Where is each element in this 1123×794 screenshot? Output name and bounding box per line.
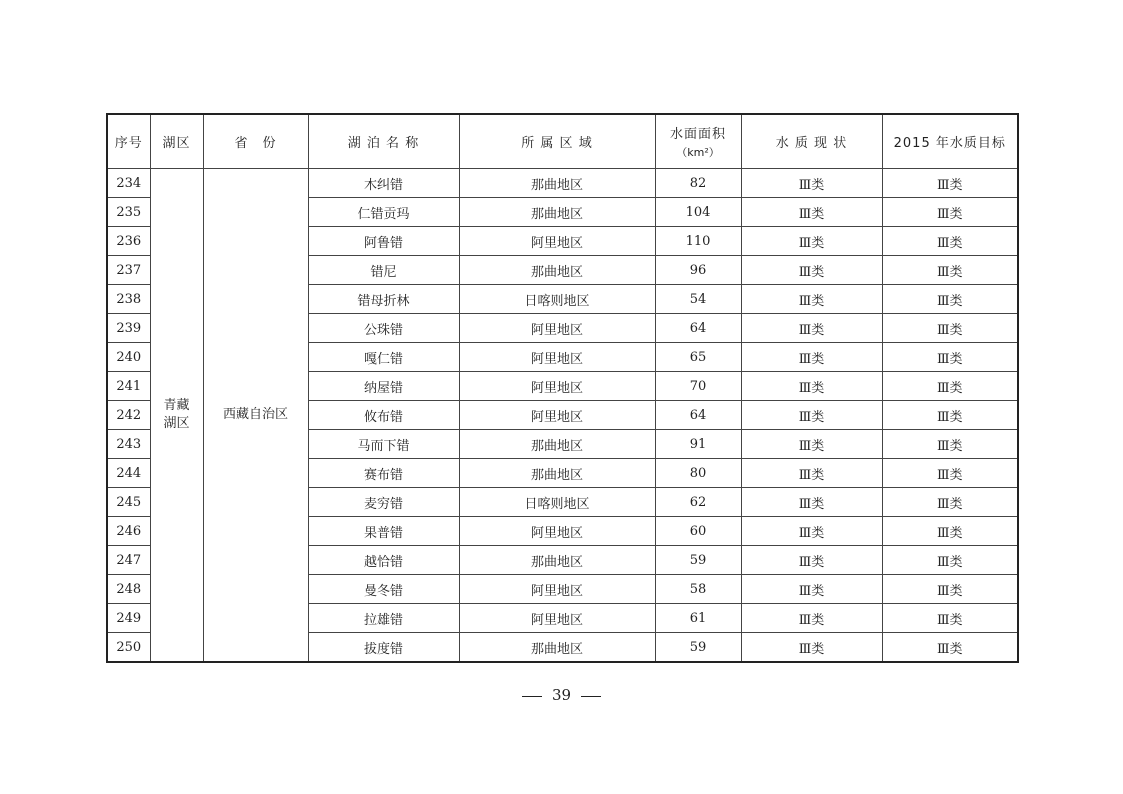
header-province: 省 份 — [203, 114, 308, 169]
cell-target-2015: Ⅲ类 — [882, 459, 1018, 488]
header-target-2015: 2015 年水质目标 — [882, 114, 1018, 169]
cell-area: 阿里地区 — [459, 604, 655, 633]
cell-water-area: 82 — [655, 169, 741, 198]
cell-target-2015: Ⅲ类 — [882, 430, 1018, 459]
cell-quality-status: Ⅲ类 — [741, 227, 882, 256]
cell-seq: 242 — [107, 401, 150, 430]
cell-lake-name: 麦穷错 — [308, 488, 459, 517]
cell-lake-name: 阿鲁错 — [308, 227, 459, 256]
cell-area: 阿里地区 — [459, 575, 655, 604]
cell-target-2015: Ⅲ类 — [882, 372, 1018, 401]
cell-water-area: 62 — [655, 488, 741, 517]
cell-lake-name: 赛布错 — [308, 459, 459, 488]
header-area: 所 属 区 域 — [459, 114, 655, 169]
cell-seq: 243 — [107, 430, 150, 459]
cell-quality-status: Ⅲ类 — [741, 633, 882, 663]
cell-water-area: 65 — [655, 343, 741, 372]
cell-water-area: 61 — [655, 604, 741, 633]
cell-seq: 238 — [107, 285, 150, 314]
cell-region — [150, 169, 203, 663]
cell-seq: 235 — [107, 198, 150, 227]
cell-area: 阿里地区 — [459, 343, 655, 372]
cell-quality-status: Ⅲ类 — [741, 343, 882, 372]
cell-lake-name: 仁错贡玛 — [308, 198, 459, 227]
cell-lake-name: 攸布错 — [308, 401, 459, 430]
cell-area: 阿里地区 — [459, 372, 655, 401]
cell-quality-status: Ⅲ类 — [741, 285, 882, 314]
cell-quality-status: Ⅲ类 — [741, 546, 882, 575]
cell-lake-name: 纳屋错 — [308, 372, 459, 401]
cell-seq: 240 — [107, 343, 150, 372]
cell-area: 日喀则地区 — [459, 488, 655, 517]
cell-water-area: 59 — [655, 633, 741, 663]
table-row — [107, 169, 1018, 198]
cell-area: 那曲地区 — [459, 546, 655, 575]
cell-area: 阿里地区 — [459, 314, 655, 343]
cell-lake-name: 越恰错 — [308, 546, 459, 575]
cell-area: 那曲地区 — [459, 430, 655, 459]
cell-water-area: 80 — [655, 459, 741, 488]
cell-target-2015: Ⅲ类 — [882, 256, 1018, 285]
cell-seq: 244 — [107, 459, 150, 488]
cell-seq: 246 — [107, 517, 150, 546]
header-seq: 序号 — [107, 114, 150, 169]
page-number: 39 — [551, 686, 572, 704]
cell-area: 那曲地区 — [459, 198, 655, 227]
cell-seq: 247 — [107, 546, 150, 575]
cell-seq: 249 — [107, 604, 150, 633]
header-quality-status: 水 质 现 状 — [741, 114, 882, 169]
cell-lake-name: 嘎仁错 — [308, 343, 459, 372]
cell-area: 阿里地区 — [459, 517, 655, 546]
cell-lake-name: 错尼 — [308, 256, 459, 285]
cell-quality-status: Ⅲ类 — [741, 488, 882, 517]
cell-quality-status: Ⅲ类 — [741, 256, 882, 285]
cell-quality-status: Ⅲ类 — [741, 459, 882, 488]
cell-target-2015: Ⅲ类 — [882, 517, 1018, 546]
footer-dash-left — [522, 696, 542, 697]
table-header — [107, 114, 1018, 169]
cell-target-2015: Ⅲ类 — [882, 314, 1018, 343]
cell-seq: 250 — [107, 633, 150, 663]
header-region: 湖区 — [150, 114, 203, 169]
cell-lake-name: 拉雄错 — [308, 604, 459, 633]
cell-area: 那曲地区 — [459, 256, 655, 285]
header-lake-name: 湖 泊 名 称 — [308, 114, 459, 169]
cell-lake-name: 木纠错 — [308, 169, 459, 198]
header-water-area-label: 水面面积 — [669, 127, 726, 142]
cell-target-2015: Ⅲ类 — [882, 343, 1018, 372]
cell-seq: 236 — [107, 227, 150, 256]
table-body — [107, 169, 1018, 663]
cell-water-area: 59 — [655, 546, 741, 575]
cell-target-2015: Ⅲ类 — [882, 285, 1018, 314]
cell-seq: 237 — [107, 256, 150, 285]
cell-water-area: 104 — [655, 198, 741, 227]
cell-water-area: 64 — [655, 401, 741, 430]
cell-target-2015: Ⅲ类 — [882, 633, 1018, 663]
cell-quality-status: Ⅲ类 — [741, 604, 882, 633]
footer-dash-right — [581, 696, 601, 697]
cell-area: 日喀则地区 — [459, 285, 655, 314]
cell-water-area: 110 — [655, 227, 741, 256]
cell-area: 那曲地区 — [459, 633, 655, 663]
cell-water-area: 58 — [655, 575, 741, 604]
cell-seq: 241 — [107, 372, 150, 401]
cell-quality-status: Ⅲ类 — [741, 198, 882, 227]
cell-seq: 248 — [107, 575, 150, 604]
cell-lake-name: 马而下错 — [308, 430, 459, 459]
cell-lake-name: 错母折林 — [308, 285, 459, 314]
header-water-area-unit: （km²） — [676, 146, 720, 159]
cell-lake-name: 拔度错 — [308, 633, 459, 663]
cell-quality-status: Ⅲ类 — [741, 314, 882, 343]
cell-quality-status: Ⅲ类 — [741, 401, 882, 430]
cell-quality-status: Ⅲ类 — [741, 575, 882, 604]
cell-quality-status: Ⅲ类 — [741, 372, 882, 401]
cell-lake-name: 果普错 — [308, 517, 459, 546]
cell-water-area: 91 — [655, 430, 741, 459]
cell-lake-name: 公珠错 — [308, 314, 459, 343]
cell-area: 那曲地区 — [459, 459, 655, 488]
lake-table — [106, 113, 1019, 663]
cell-quality-status: Ⅲ类 — [741, 430, 882, 459]
cell-area: 那曲地区 — [459, 169, 655, 198]
cell-quality-status: Ⅲ类 — [741, 169, 882, 198]
cell-area: 阿里地区 — [459, 401, 655, 430]
header-water-area — [655, 114, 741, 169]
cell-target-2015: Ⅲ类 — [882, 169, 1018, 198]
region-value: 青藏 湖区 — [163, 398, 190, 431]
cell-target-2015: Ⅲ类 — [882, 227, 1018, 256]
cell-water-area: 60 — [655, 517, 741, 546]
cell-seq: 245 — [107, 488, 150, 517]
cell-area: 阿里地区 — [459, 227, 655, 256]
cell-target-2015: Ⅲ类 — [882, 604, 1018, 633]
cell-target-2015: Ⅲ类 — [882, 575, 1018, 604]
page-footer — [0, 686, 1123, 704]
cell-lake-name: 曼冬错 — [308, 575, 459, 604]
cell-water-area: 64 — [655, 314, 741, 343]
cell-target-2015: Ⅲ类 — [882, 546, 1018, 575]
cell-target-2015: Ⅲ类 — [882, 401, 1018, 430]
cell-quality-status: Ⅲ类 — [741, 517, 882, 546]
cell-seq: 234 — [107, 169, 150, 198]
cell-water-area: 70 — [655, 372, 741, 401]
cell-seq: 239 — [107, 314, 150, 343]
cell-province: 西藏自治区 — [203, 169, 308, 663]
cell-water-area: 96 — [655, 256, 741, 285]
cell-water-area: 54 — [655, 285, 741, 314]
cell-target-2015: Ⅲ类 — [882, 198, 1018, 227]
cell-target-2015: Ⅲ类 — [882, 488, 1018, 517]
